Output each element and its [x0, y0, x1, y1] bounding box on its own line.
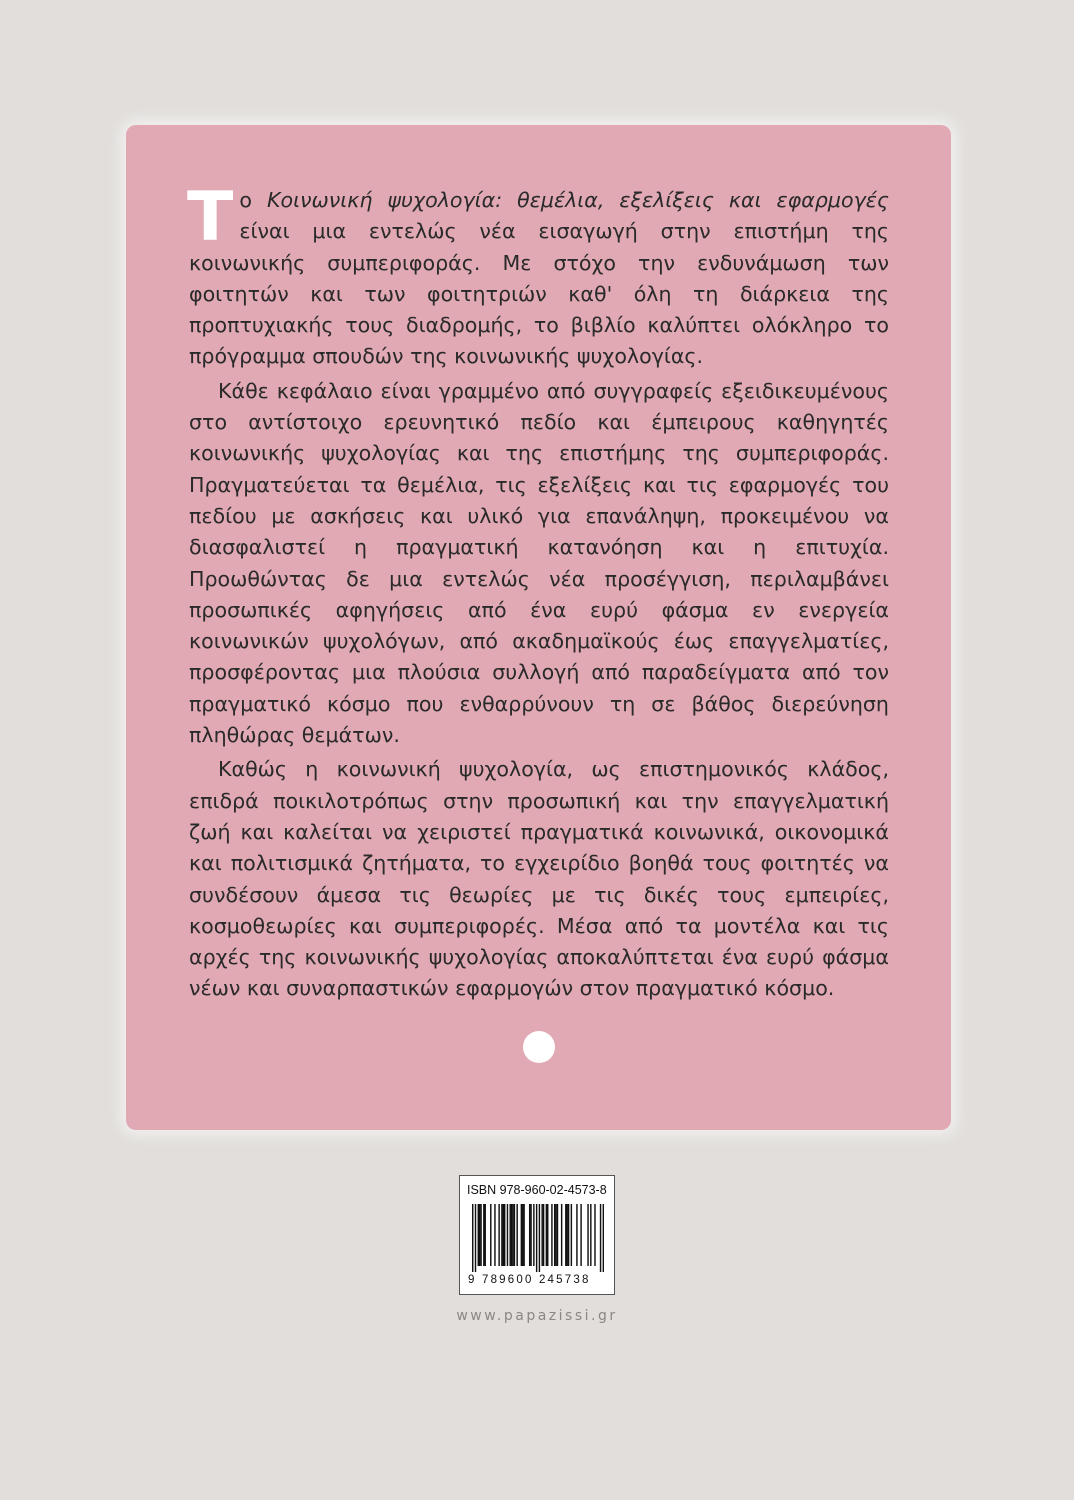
book-title: Κοινωνική ψυχολογία: θεμέλια, εξελίξεις και εφαρμογές: [266, 188, 889, 212]
barcode-bar: [514, 1204, 515, 1266]
barcode-bar: [547, 1204, 548, 1266]
barcode-bar: [600, 1204, 601, 1272]
barcode-bar: [516, 1204, 517, 1266]
barcode-bar: [494, 1204, 495, 1266]
barcode-bar: [541, 1204, 542, 1266]
barcode-bar: [539, 1204, 540, 1272]
dropcap-letter: Τ: [187, 178, 234, 257]
barcode-bar: [533, 1204, 534, 1266]
barcode-bar: [512, 1204, 513, 1266]
barcode-bar: [557, 1204, 558, 1266]
paragraph-1: [187, 178, 889, 373]
blurb-panel: [126, 125, 951, 1130]
barcode-bar: [503, 1204, 504, 1266]
barcode-bar: [478, 1204, 479, 1266]
barcode-bar: [587, 1204, 588, 1266]
barcode-bar: [565, 1204, 566, 1266]
paragraph-1-body: είναι μια εντελώς νέα εισαγωγή στην επιστήμη της κοινωνικής συμπεριφοράς. Με στόχο την ενδυνάμωση των φοιτητών και των φοιτητριών καθ' όλη τη διάρκεια της προπτυχιακής τους διαδρομής, το βιβλίο καλύπτει ολόκληρο το πρόγραμμα σπουδών της κοινωνικής ψυχολογίας.: [189, 219, 889, 369]
barcode-bar: [510, 1204, 511, 1266]
barcode-bar: [472, 1204, 473, 1272]
barcode-bar: [546, 1204, 547, 1266]
barcode-bar: [479, 1204, 480, 1266]
barcode-bar: [480, 1204, 481, 1266]
paragraph-2: Κάθε κεφάλαιο είναι γραμμένο από συγγραφείς εξειδικευμένους στο αντίστοιχο ερευνητικό πεδίο και έμπειρους καθηγητές κοινωνικής ψυχολογίας και της επιστήμης της συμπεριφοράς. Πραγματεύεται τα θεμέλια, τις εξελίξεις και τις εφαρμογές του πεδίου με ασκήσεις και υλικό για επανάληψη, προκειμένου να διασφαλιστεί η πραγματική κατανόηση και η επιτυχία. Προωθώντας δε μια εντελώς νέα προσέγγιση, περιλαμβάνει προσωπικές αφηγήσεις από ένα ευρύ φάσμα εν ενεργεία κοινωνικών ψυχολόγων, από ακαδημαϊκούς έως επαγγελματίες, προσφέροντας μια πλούσια συλλογή από παραδείγματα από τον πραγματικό κόσμο που ενθαρρύνουν τη σε βάθος διερεύνηση πληθώρας θεμάτων.: [189, 378, 889, 748]
barcode-bar: [504, 1204, 505, 1266]
barcode-bar: [498, 1204, 499, 1266]
barcode-bar: [485, 1204, 486, 1266]
barcode-bars: [472, 1204, 604, 1272]
barcode-bar: [554, 1204, 555, 1266]
barcode-bar: [580, 1204, 581, 1266]
barcode-bar: [603, 1204, 604, 1272]
barcode-bar: [566, 1204, 567, 1266]
barcode-bar: [571, 1204, 572, 1266]
barcode-bar: [561, 1204, 562, 1266]
barcode-bar: [511, 1204, 512, 1266]
barcode-bar: [590, 1204, 591, 1266]
barcode-bar: [576, 1204, 577, 1266]
barcode-bar: [594, 1204, 595, 1266]
barcode-bar: [507, 1204, 508, 1266]
barcode-bar: [523, 1204, 524, 1266]
barcode-bar: [530, 1204, 531, 1266]
barcode-bar: [543, 1204, 544, 1266]
barcode-bar: [522, 1204, 523, 1266]
barcode-bar: [555, 1204, 556, 1266]
decorative-dot: [523, 1031, 555, 1063]
publisher-website: www.papazissi.gr: [456, 1308, 618, 1324]
barcode-bar: [568, 1204, 569, 1266]
isbn-barcode: [459, 1175, 615, 1295]
barcode-digits: 9 789600 245738: [468, 1274, 591, 1286]
barcode-bar: [529, 1204, 530, 1266]
barcode-bar: [483, 1204, 484, 1266]
barcode-bar: [501, 1204, 502, 1266]
isbn-label: ISBN 978-960-02-4573-8: [467, 1183, 607, 1197]
barcode-bar: [475, 1204, 476, 1272]
blurb-text: [187, 178, 889, 1005]
paragraph-3: Καθώς η κοινωνική ψυχολογία, ως επιστημονικός κλάδος, επιδρά ποικιλοτρόπως στην προσωπική και την επαγγελματική ζωή και καλείται να χειριστεί πραγματικά κοινωνικά, οικονομικά και πολιτισμικά ζητήματα, το εγχειρίδιο βοηθά τους φοιτητές να συνδέσουν άμεσα τις θεωρίες με τις δικές τους εμπειρίες, κοσμοθεωρίες και συμπεριφορές. Μέσα από τα μοντέλα και τις αρχές της κοινωνικής ψυχολογίας αποκαλύπτεται ένα ευρύ φάσμα νέων και συναρπαστικών εφαρμογών στον πραγματικό κόσμο.: [189, 757, 889, 1001]
barcode-bar: [521, 1204, 522, 1266]
paragraph-1-lead: ο: [239, 188, 267, 212]
barcode-bar: [551, 1204, 552, 1266]
barcode-bar: [490, 1204, 491, 1266]
barcode-bar: [536, 1204, 537, 1272]
